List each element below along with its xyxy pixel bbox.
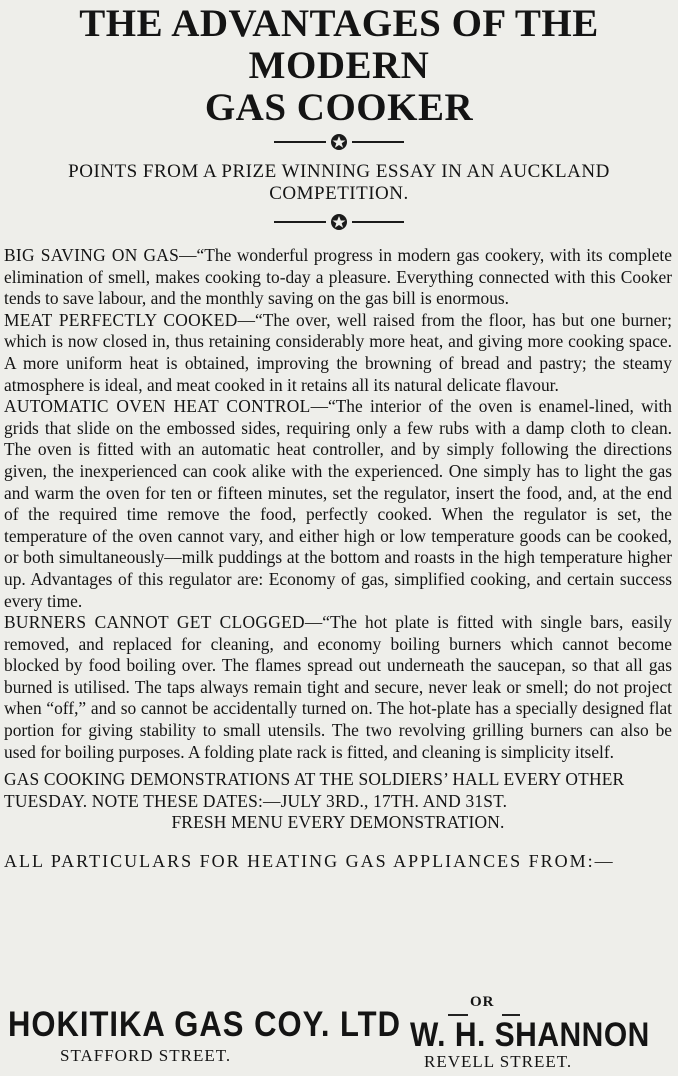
- star-ornament-icon: [274, 213, 404, 231]
- star-ornament-icon: [274, 133, 404, 151]
- left-company-name: HOKITIKA GAS COY. LTD: [8, 1004, 401, 1045]
- paragraph-oven-control: [4, 396, 672, 612]
- demonstrations-menu: FRESH MENU EVERY DEMONSTRATION.: [171, 812, 505, 833]
- right-company-address: REVELL STREET.: [424, 1052, 573, 1071]
- paragraph-lead: BIG SAVING ON GAS: [4, 245, 180, 265]
- paragraph-lead: AUTOMATIC OVEN HEAT CONTROL: [4, 396, 311, 417]
- paragraph-text: —“The wonderful progress in modern gas cookery, with its complete elimination of smell, makes cooking to-day a pleasure. Everything connected with this Cooker tends to save labour, and the monthly saving on the gas bill is enormous.: [4, 245, 672, 309]
- demonstrations-notice: GAS COOKING DEMONSTRATIONS AT THE SOLDIERS’ HALL EVERY OTHER TUESDAY. NOTE THESE DATES:—JULY 3RD., 17TH. AND 31ST.: [4, 769, 625, 811]
- right-company-name: W. H. SHANNON: [410, 1016, 650, 1054]
- or-label: OR: [470, 994, 495, 1010]
- headline-line-2: GAS COOKER: [204, 86, 474, 129]
- paragraph-lead: MEAT PERFECTLY COOKED: [4, 309, 238, 330]
- subtitle: POINTS FROM A PRIZE WINNING ESSAY IN AN AUCKLAND COMPETITION.: [68, 161, 610, 204]
- paragraph-text: —“The interior of the oven is enamel-lined, with grids that slide on the embossed sides, requiring only a few rubs with a damp cloth to clean. The oven is fitted with an automatic heat controller, and by simply following the directions given, the inexperienced can cook alike with the experienced. One simply has to light the gas and warm the oven for ten or fifteen minutes, set the regulator, insert the food, and, at the end of the required time remove the food, perfectly cooked. When the regulator is set, the temperature of the oven cannot vary, and either high or low temperature goods can be cooked, or both simultaneously—milk puddings at the bottom and roasts in the high temperature higher up. Advantages of this regulator are: Economy of gas, simplified cooking, and certain success every time.: [4, 396, 672, 611]
- left-company-address: STAFFORD STREET.: [60, 1046, 232, 1065]
- footer: [0, 994, 678, 1076]
- paragraph-burners: [4, 612, 672, 763]
- headline-line-1: THE ADVANTAGES OF THE MODERN: [79, 2, 599, 87]
- paragraph-gas-saving: [4, 245, 672, 310]
- paragraph-text: —“The hot plate is fitted with single bars, easily removed, and replaced for cleaning, and economy boiling burners which cannot become blocked by food boiling over. The flames spread out underneath the saucepan, so that all gas burned is utilised. The taps always remain tight and secure, never leak or smell; do not project when “off,” and so cannot be accidentally turned on. The hot-plate has a specially designed flat portion for giving stability to small utensils. The two revolving grilling burners can also be used for boiling purposes. A folding plate rack is fitted, and cleaning is simplicity itself.: [4, 612, 672, 762]
- particulars-line: ALL PARTICULARS FOR HEATING GAS APPLIANCES FROM:—: [4, 851, 615, 872]
- paragraph-meat-cooked: [4, 310, 672, 396]
- paragraph-text: —“The over, well raised from the floor, has but one burner; which is now closed in, thus retaining considerably more heat, and giving more cooking space. A more uniform heat is obtained, improving the browning of bread and pastry; the steamy atmosphere is ideal, and meat cooked in it retains all its natural delicate flavour.: [4, 309, 672, 395]
- headline: [0, 0, 678, 129]
- paragraph-lead: BURNERS CANNOT GET CLOGGED: [4, 612, 305, 633]
